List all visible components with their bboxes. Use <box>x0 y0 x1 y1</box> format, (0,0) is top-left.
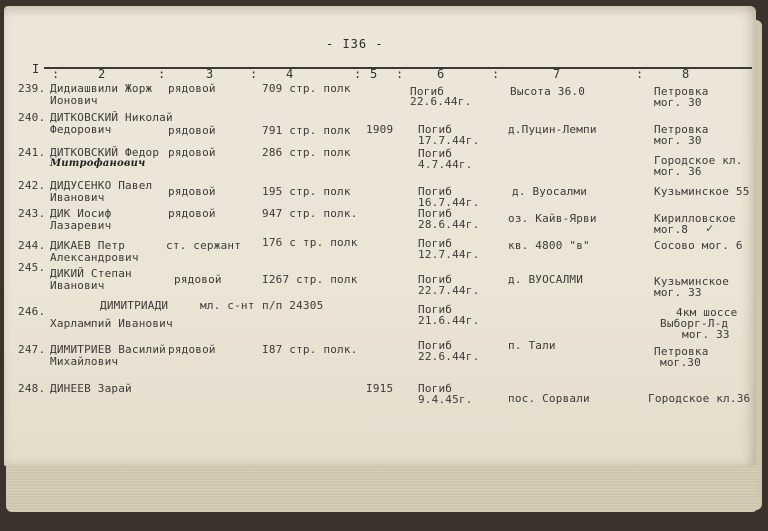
record-birth-year: 1909 <box>366 123 394 136</box>
record-number: 244. <box>18 239 46 252</box>
record-death-date: 17.7.44г. <box>418 134 480 147</box>
record-number: 245. <box>18 261 46 274</box>
record-rank: мл. с-нт <box>200 299 255 312</box>
record-place: пос. Сорвали <box>508 392 590 405</box>
record-surname: ДИТКОВСКИЙ Николай <box>50 111 173 124</box>
column-separator: : <box>636 67 644 81</box>
column-header-2: 2 <box>98 67 106 81</box>
record-surname: Дидиашвили Жорж <box>50 82 153 95</box>
column-separator: : <box>52 67 60 81</box>
record-burial: Петровка <box>654 345 709 358</box>
record-burial-grave: мог. 36 <box>654 165 702 178</box>
record-patronymic: Александрович <box>50 251 139 264</box>
record-surname: ДИКАЕВ Петр <box>50 239 126 252</box>
record-fate: Погиб <box>418 185 453 198</box>
record-patronymic: Иванович <box>50 279 105 292</box>
record-burial-grave: мог. 30 <box>654 96 702 109</box>
record-death-date: 9.4.45г. <box>418 393 473 406</box>
record-unit: 195 стр. полк <box>262 185 351 198</box>
record-place: п. Тали <box>508 339 556 352</box>
record-unit: 947 стр. полк. <box>262 207 358 220</box>
record-burial-grave: мог. 33 <box>682 328 730 341</box>
page-number: - I36 - <box>326 37 384 51</box>
record-rank: рядовой <box>168 185 216 198</box>
record-fate: Погиб <box>418 237 453 250</box>
record-burial: Городское кл. <box>654 154 743 167</box>
record-patronymic: Харлампий Иванович <box>50 317 173 330</box>
record-unit: 791 стр. полк <box>262 124 351 137</box>
record-unit: 286 стр. полк <box>262 146 351 159</box>
record-burial: Кузьминское <box>654 275 730 288</box>
record-patronymic: Ионович <box>50 94 98 107</box>
record-fate: Погиб <box>418 207 453 220</box>
record-number: 239. <box>18 82 46 95</box>
record-burial-road: Выборг-Л-д <box>660 317 729 330</box>
page-edges-bottom <box>6 462 758 512</box>
record-fate: Погиб <box>418 382 453 395</box>
record-number: 241. <box>18 146 46 159</box>
record-patronymic: Михайлович <box>50 355 119 368</box>
column-separator: : <box>250 67 258 81</box>
column-header-1: I <box>32 62 40 76</box>
record-fate: Погиб <box>418 339 453 352</box>
record-death-date: 22.6.44г. <box>418 350 480 363</box>
record-death-date: 28.6.44г. <box>418 218 480 231</box>
record-surname: ДИТКОВСКИЙ Федор <box>50 146 160 159</box>
record-patronymic: Федорович <box>50 123 112 136</box>
record-death-date: 21.6.44г. <box>418 314 480 327</box>
record-burial: Петровка <box>654 123 709 136</box>
record-patronymic: Лазаревич <box>50 219 112 232</box>
record-place: кв. 4800 "в" <box>508 239 590 252</box>
record-number: 247. <box>18 343 46 356</box>
record-burial: Городское кл.36 <box>648 392 751 405</box>
record-rank: рядовой <box>168 207 216 220</box>
record-unit: п/п 24305 <box>262 299 324 312</box>
record-rank: рядовой <box>174 273 222 286</box>
record-number: 242. <box>18 179 46 192</box>
record-place: д. Вуосалми <box>512 185 588 198</box>
column-header-4: 4 <box>286 67 294 81</box>
record-surname: ДИКИЙ Степан <box>50 267 132 280</box>
record-death-date: 22.6.44г. <box>410 95 472 108</box>
record-unit: 176 с тр. полк <box>262 236 358 249</box>
record-rank: ст. сержант <box>166 239 242 252</box>
column-header-3: 3 <box>206 67 214 81</box>
record-number: 240. <box>18 111 46 124</box>
record-place: Высота 36.0 <box>510 85 586 98</box>
record-fate: Погиб <box>418 123 453 136</box>
record-surname: ДИК Иосиф <box>50 207 112 220</box>
record-death-date: 4.7.44г. <box>418 158 473 171</box>
record-number: 246. <box>18 305 46 318</box>
record-surname: ДИМИТРИАДИ <box>100 299 169 312</box>
record-fate: Погиб <box>418 147 453 160</box>
record-patronymic-handwritten: Митрофанович <box>50 158 146 169</box>
record-burial: Кузьминское 55 <box>654 185 750 198</box>
record-burial-grave: мог. 30 <box>654 134 702 147</box>
record-birth-year: I915 <box>366 382 394 395</box>
record-burial: Сосово мог. 6 <box>654 239 743 252</box>
record-unit: I267 стр. полк <box>262 273 358 286</box>
column-header-8: 8 <box>682 67 690 81</box>
record-surname: ДИМИТРИЕВ Василий <box>50 343 166 356</box>
record-fate: Погиб <box>410 85 445 98</box>
column-separator: : <box>396 67 404 81</box>
record-burial: 4км шоссе <box>676 306 738 319</box>
record-unit: 709 стр. полк <box>262 82 351 95</box>
record-fate: Погиб <box>418 273 453 286</box>
record-number: 243. <box>18 207 46 220</box>
record-place: д. ВУОСАЛМИ <box>508 273 584 286</box>
record-fate: Погиб <box>418 303 453 316</box>
record-death-date: 16.7.44г. <box>418 196 480 209</box>
column-header-5: 5 <box>370 67 378 81</box>
record-burial: Кирилловское <box>654 212 736 225</box>
record-patronymic: Иванович <box>50 191 105 204</box>
record-death-date: 12.7.44г. <box>418 248 480 261</box>
record-rank: рядовой <box>168 146 216 159</box>
column-header-6: 6 <box>437 67 445 81</box>
record-death-date: 22.7.44г. <box>418 284 480 297</box>
record-surname: ДИНЕЕВ Зарай <box>50 382 132 395</box>
record-burial-grave: мог.8 <box>654 223 689 236</box>
record-place: д.Пуцин-Лемпи <box>508 123 597 136</box>
record-unit: I87 стр. полк. <box>262 343 358 356</box>
record-number: 248. <box>18 382 46 395</box>
column-header-7: 7 <box>553 67 561 81</box>
record-burial-grave: мог. 33 <box>654 286 702 299</box>
record-rank: рядовой <box>168 343 216 356</box>
record-rank: рядовой <box>168 82 216 95</box>
column-separator: : <box>158 67 166 81</box>
check-mark-icon: ✓ <box>706 221 714 235</box>
record-surname: ДИДУСЕНКО Павел <box>50 179 153 192</box>
record-place: оз. Кайв-Ярви <box>508 212 597 225</box>
record-rank: рядовой <box>168 124 216 137</box>
column-separator: : <box>492 67 500 81</box>
record-burial: Петровка <box>654 85 709 98</box>
record-burial-grave: мог.30 <box>660 356 701 369</box>
column-separator: : <box>354 67 362 81</box>
